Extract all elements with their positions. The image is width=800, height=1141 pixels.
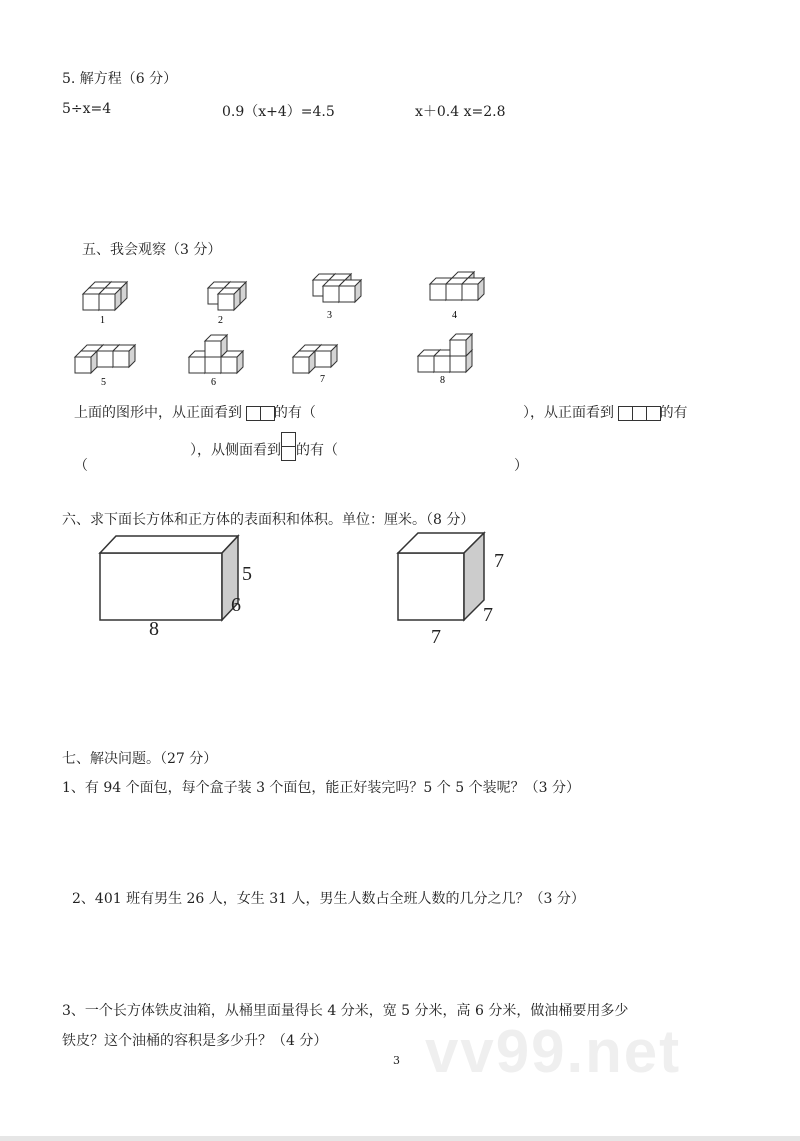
figure-label: 7 (320, 374, 325, 385)
cuboid-drawing (100, 536, 238, 620)
observe-title: 五、我会观察（3 分） (82, 242, 222, 258)
q-text: 上面的图形中，从正面看到 (74, 405, 242, 421)
equation-1: 5÷x=4 (62, 101, 112, 117)
cuboid-length-label: 8 (149, 618, 159, 640)
solve-title: 七、解决问题。（27 分） (62, 751, 218, 767)
q-text: ），从侧面看到 (190, 442, 281, 459)
page-bottom-edge (0, 1136, 800, 1141)
q-text: ），从正面看到 (523, 405, 614, 421)
cube-length-label: 7 (431, 626, 441, 648)
area-title: 六、求下面长方体和正方体的表面积和体积。单位：厘米。（8 分） (62, 512, 475, 528)
figure-label: 5 (101, 377, 106, 388)
q-text: 的有 (659, 405, 688, 421)
q-text: 的有（ (296, 442, 338, 459)
equation-3: x＋0.4 x=2.8 (415, 104, 506, 120)
cube-height-label: 7 (494, 550, 504, 572)
figure-label: 4 (452, 310, 457, 321)
question-3-line1: 3、一个长方体铁皮油箱，从桶里面量得长 4 分米，宽 5 分米，高 6 分米，做油桶要用多少 (62, 1003, 629, 1019)
cuboid-height-label: 5 (242, 563, 252, 585)
question-2: 2、401 班有男生 26 人，女生 31 人，男生人数占全班人数的几分之几？（3 分） (72, 891, 585, 907)
figure-label: 2 (218, 315, 223, 326)
q-text: 的有（ (273, 405, 316, 421)
equation-2: 0.9（x+4）=4.5 (222, 104, 335, 120)
figure-label: 6 (211, 377, 216, 388)
question-1: 1、有 94 个面包，每个盒子装 3 个面包，能正好装完吗？5 个 5 个装呢？（3 分） (62, 780, 580, 796)
page-number: 3 (393, 1054, 400, 1067)
cube-drawing (398, 533, 484, 620)
figure-label: 8 (440, 375, 445, 386)
cuboid-width-label: 6 (231, 594, 241, 616)
section5-title: 5. 解方程（6 分） (62, 71, 178, 87)
question-3-line2: 铁皮？这个油桶的容积是多少升？（4 分） (62, 1033, 328, 1049)
figure-label: 1 (100, 315, 105, 326)
figure-label: 3 (327, 310, 332, 321)
q-text: ） (514, 458, 528, 474)
cube-width-label: 7 (483, 604, 493, 626)
watermark: vv99.net (425, 1018, 682, 1085)
q-text: （ (74, 458, 88, 474)
